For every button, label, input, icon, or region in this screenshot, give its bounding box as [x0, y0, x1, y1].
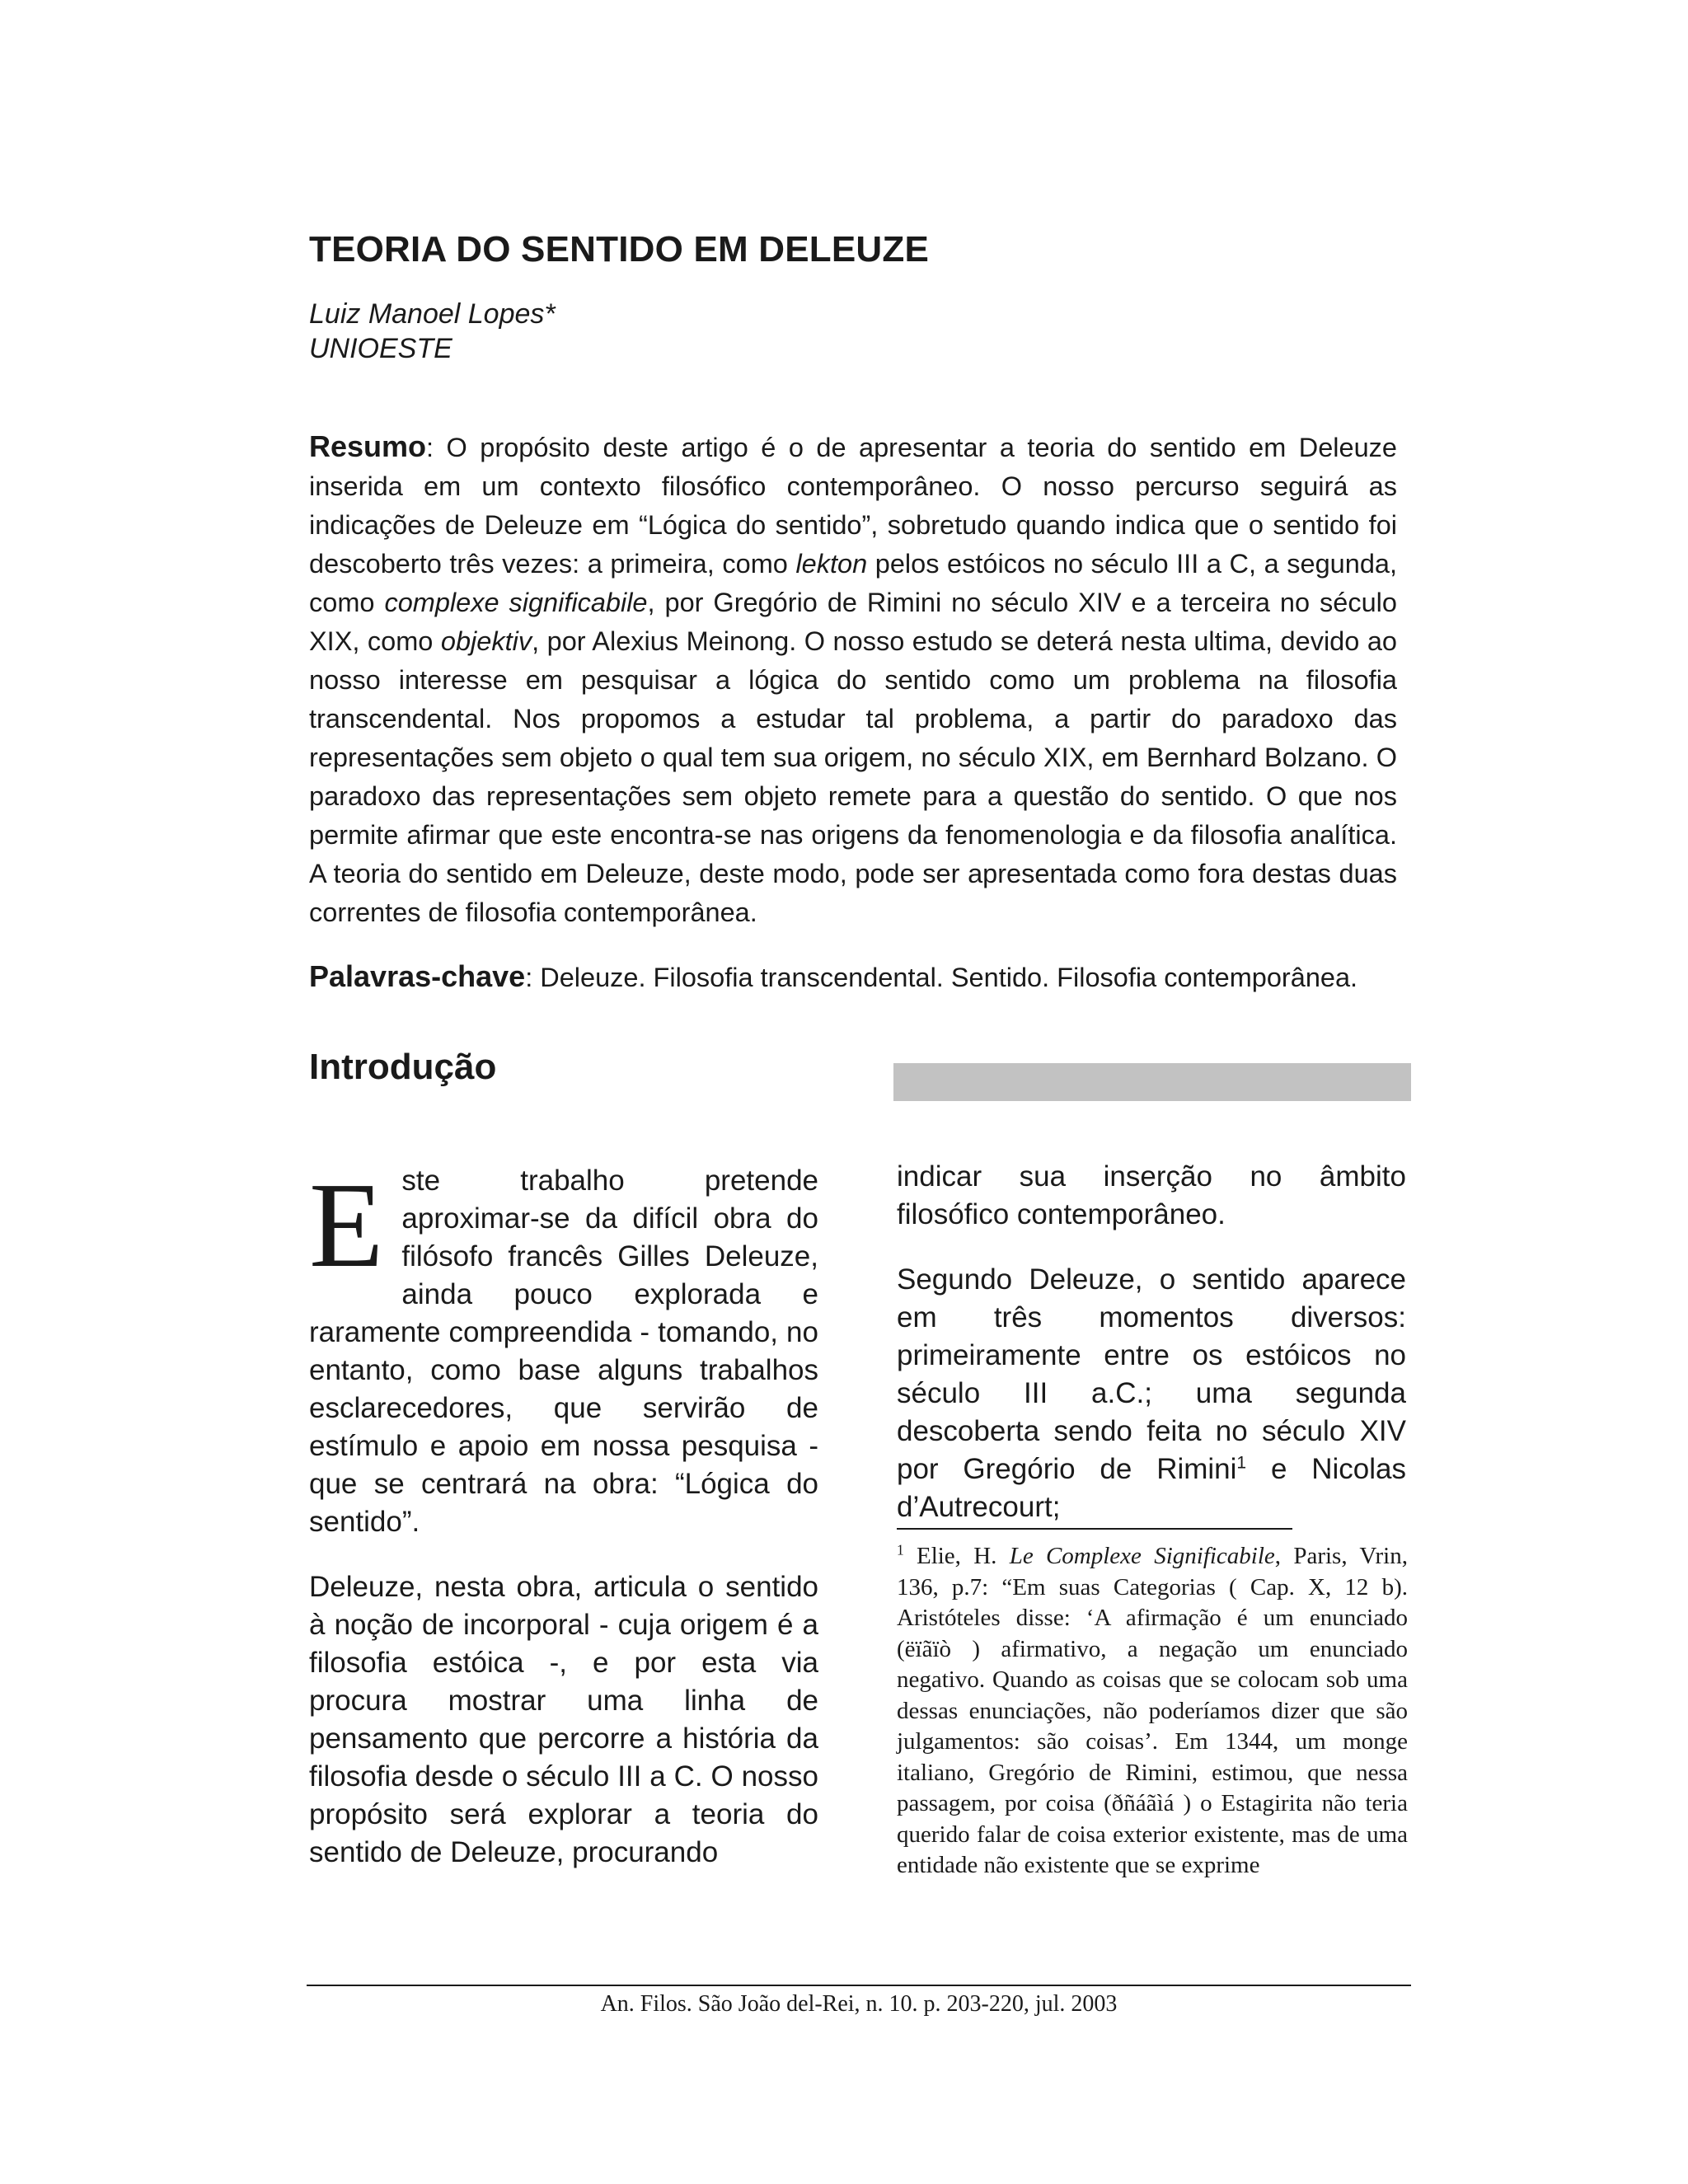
abstract-term-complexe: complexe significabile	[384, 588, 648, 617]
footnote-reference[interactable]: 1	[1236, 1453, 1247, 1473]
keywords	[309, 959, 1357, 994]
abstract-text: : O propósito deste artigo é o de apresentar a teoria do sentido em Deleuze inserida em um contexto filosófico contemporâneo. O nosso percurso seguirá as indicações de Deleuze em “Lógica do sentido”, sobretudo quando indica que o sentido foi descoberto três vezes: a primeira, como	[309, 433, 1397, 579]
abstract-term-objektiv: objektiv	[440, 626, 532, 656]
abstract-label: Resumo	[309, 429, 427, 463]
body-paragraph-text: ste trabalho pretende aproximar-se da difícil obra do filósofo francês Gilles Deleuze, ainda pouco explorada e raramente compreendida - tomando, no entanto, como base alguns trabalhos esclarecedores, que servirão de estímulo e apoio em nossa pesquisa - que se centrará na obra: “Lógica do sentido”.	[309, 1165, 818, 1538]
author-name: Luiz Manoel Lopes*	[309, 298, 556, 330]
article-title: TEORIA DO SENTIDO EM DELEUZE	[309, 229, 930, 269]
footnote	[897, 1541, 1408, 1882]
keywords-text: : Deleuze. Filosofia transcendental. Sentido. Filosofia contemporânea.	[525, 963, 1358, 992]
footnote-number: 1	[897, 1541, 904, 1558]
footnote-divider	[897, 1528, 1292, 1530]
abstract-text: pelos estóicos no século III a C, a segunda, como	[309, 549, 1397, 617]
section-heading: Introdução	[309, 1047, 497, 1087]
abstract	[309, 427, 1397, 932]
body-paragraph	[309, 1158, 818, 1541]
footer-divider	[307, 1985, 1411, 1986]
body-column-right	[897, 1158, 1406, 1554]
body-paragraph: indicar sua inserção no âmbito filosófico contemporâneo.	[897, 1160, 1406, 1230]
footnote-author: Elie, H.	[903, 1543, 1010, 1569]
body-paragraph-text: e Nicolas d’Autrecourt;	[897, 1453, 1406, 1523]
body-paragraph	[897, 1261, 1406, 1526]
body-paragraph-text: Segundo Deleuze, o sentido aparece em três momentos diversos: primeiramente entre os estóicos no século III a.C.; uma segunda descoberta sendo feita no século XIV por Gregório de Rimini	[897, 1263, 1406, 1485]
footnote-work-title: Le Complexe Significabile	[1009, 1543, 1275, 1569]
footer-citation: An. Filos. São João del-Rei, n. 10. p. 203-220, jul. 2003	[600, 1991, 1118, 2017]
abstract-text: , por Alexius Meinong. O nosso estudo se deterá nesta ultima, devido ao nosso interesse em pesquisar a lógica do sentido como um problema na filosofia transcendental. Nos propomos a estudar tal problema, a partir do paradoxo das representações sem objeto o qual tem sua origem, no século XIX, em Bernhard Bolzano. O paradoxo das representações sem objeto remete para a questão do sentido. O que nos permite afirmar que este encontra-se nas origens da fenomenologia e da filosofia analítica. A teoria do sentido em Deleuze, deste modo, pode ser apresentada como fora destas duas correntes de filosofia contemporânea.	[309, 626, 1397, 927]
body-column-left	[309, 1158, 818, 1899]
abstract-text: , por Gregório de Rimini no século XIV e a terceira no século XIX, como	[309, 588, 1397, 656]
abstract-term-lekton: lekton	[795, 549, 868, 579]
author-institution: UNIOESTE	[309, 333, 452, 364]
footnote-text: , Paris, Vrin, 136, p.7: “Em suas Categorias ( Cap. X, 12 b). Aristóteles disse: ‘A afirmação é um enunciado (ëïãïò ) afirmativo, a negação um enunciado negativo. Quando as coisas que se colocam sob uma dessas enunciações, não poderíamos dizer que são julgamentos: são coisas’. Em 1344, um monge italiano, Gregório de Rimini, estimou, que nessa passagem, por coisa (ðñáãìá ) o Estagirita não teria querido falar de coisa exterior existente, mas de uma entidade não existente que se exprime	[897, 1543, 1408, 1878]
section-divider-bar	[893, 1063, 1411, 1101]
keywords-label: Palavras-chave	[309, 959, 526, 993]
drop-cap: E	[309, 1158, 384, 1293]
body-paragraph: Deleuze, nesta obra, articula o sentido à noção de incorporal - cuja origem é a filosofia estóica -, e por esta via procura mostrar uma linha de pensamento que percorre a história da filosofia desde o século III a C. O nosso propósito será explorar a teoria do sentido de Deleuze, procurando	[309, 1571, 818, 1868]
